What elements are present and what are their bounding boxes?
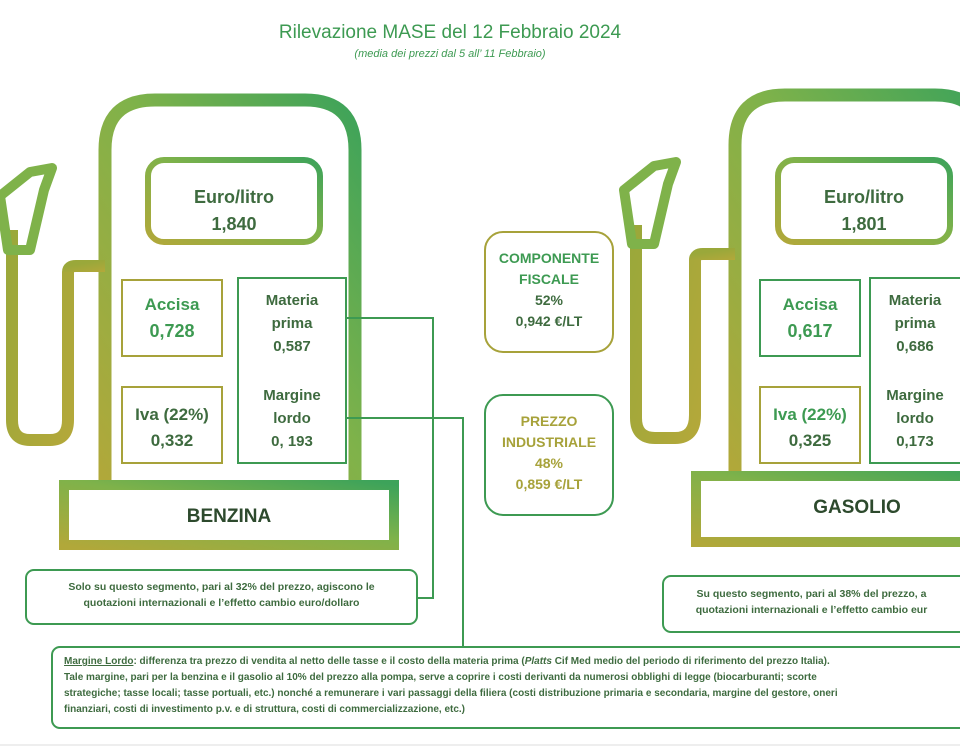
benzina-price-unit: Euro/litro [194, 187, 274, 207]
prezzo-industriale-line1: PREZZO [520, 413, 578, 429]
benzina-accisa-value: 0,728 [149, 321, 195, 341]
prezzo-industriale-line2: INDUSTRIALE [501, 434, 597, 450]
gasolio-accisa-label: Accisa [782, 295, 838, 314]
gasolio-price: 1,801 [841, 214, 887, 234]
benzina-price: 1,840 [211, 214, 257, 234]
margine-note-line4: finanziari, costi di investimento p.v. e di struttura, costi di commercializzazione, etc.) [64, 704, 466, 715]
margine-note-line3: strategiche; tasse locali; tasse portuali, etc.) nonché a remunerare i vari passaggi della filiera (costi distribuzione primaria e secondaria, margine del gestore, oneri [64, 688, 838, 699]
benzina-margine-value: 0, 193 [271, 433, 313, 450]
gasolio-margine-value: 0,173 [896, 433, 934, 450]
gasolio-materia-label-1: Materia [888, 292, 942, 309]
gasolio-margine-label-1: Margine [886, 387, 944, 404]
benzina-materia-label-1: Materia [265, 292, 319, 309]
componente-fiscale-value: 0,942 €/LT [515, 313, 583, 329]
gasolio-accisa-value: 0,617 [787, 321, 833, 341]
benzina-note-line1: Solo su questo segmento, pari al 32% del prezzo, agiscono le [68, 581, 375, 593]
gasolio-iva-label: Iva (22%) [773, 405, 847, 424]
benzina-materia [238, 289, 346, 358]
gasolio-iva [760, 402, 860, 454]
gasolio-note-line2: quotazioni internazionali e l’effetto cambio eur [695, 604, 928, 616]
componente-fiscale-percent: 52% [534, 292, 564, 308]
benzina-label: BENZINA [186, 506, 272, 527]
benzina-margine-label-2: lordo [273, 410, 311, 427]
prezzo-industriale-percent: 48% [534, 455, 564, 471]
gasolio-materia [870, 289, 960, 358]
gasolio-note-line1: Su questo segmento, pari al 38% del prezzo, a [696, 588, 927, 600]
benzina-materia-label-2: prima [271, 315, 313, 332]
gasolio-accisa [760, 292, 860, 344]
componente-fiscale-line1: COMPONENTE [498, 250, 600, 266]
benzina-note [26, 579, 417, 611]
benzina-note-line2: quotazioni internazionali e l’effetto cambio euro/dollaro [83, 597, 360, 609]
margine-note-line2: Tale margine, pari per la benzina e il gasolio al 10% del prezzo alla pompa, serve a coprire i costi derivanti da numerosi obblighi di legge (biocarburanti; scorte [64, 672, 817, 683]
benzina-margine-label-1: Margine [263, 387, 321, 404]
gasolio-materia-label-2: prima [894, 315, 936, 332]
margine-lordo-term: Margine Lordo [64, 656, 134, 667]
prezzo-industriale-box [485, 411, 613, 495]
margine-note-line1-end: Cif Med medio del periodo di riferimento del prezzo Italia). [551, 656, 830, 667]
gasolio-label: GASOLIO [813, 497, 901, 518]
gasolio-price-panel [778, 184, 950, 238]
platts-term: Platts [524, 656, 552, 667]
componente-fiscale-box [485, 248, 613, 332]
benzina-materia-value: 0,587 [273, 338, 311, 355]
prezzo-industriale-value: 0,859 €/LT [515, 476, 583, 492]
page-subtitle: (media dei prezzi dal 5 all’ 11 Febbraio) [354, 48, 546, 60]
benzina-price-panel [148, 184, 320, 238]
margine-lordo-note [64, 654, 960, 718]
gasolio-margine-label-2: lordo [896, 410, 934, 427]
gasolio-price-unit: Euro/litro [824, 187, 904, 207]
page-title: Rilevazione MASE del 12 Febbraio 2024 [278, 22, 622, 43]
gasolio-note [663, 586, 960, 618]
benzina-accisa-label: Accisa [144, 295, 200, 314]
gasolio-iva-value: 0,325 [788, 431, 832, 450]
gasolio-materia-value: 0,686 [896, 338, 934, 355]
benzina-iva-label: Iva (22%) [135, 405, 209, 424]
gasolio-margine [870, 384, 960, 453]
componente-fiscale-line2: FISCALE [519, 271, 579, 287]
benzina-iva-value: 0,332 [150, 431, 194, 450]
benzina-margine [238, 384, 346, 453]
benzina-iva [122, 402, 222, 454]
margine-note-line1-rest: : differenza tra prezzo di vendita al netto delle tasse e il costo della materia prima ( [133, 656, 525, 667]
benzina-accisa [122, 292, 222, 344]
